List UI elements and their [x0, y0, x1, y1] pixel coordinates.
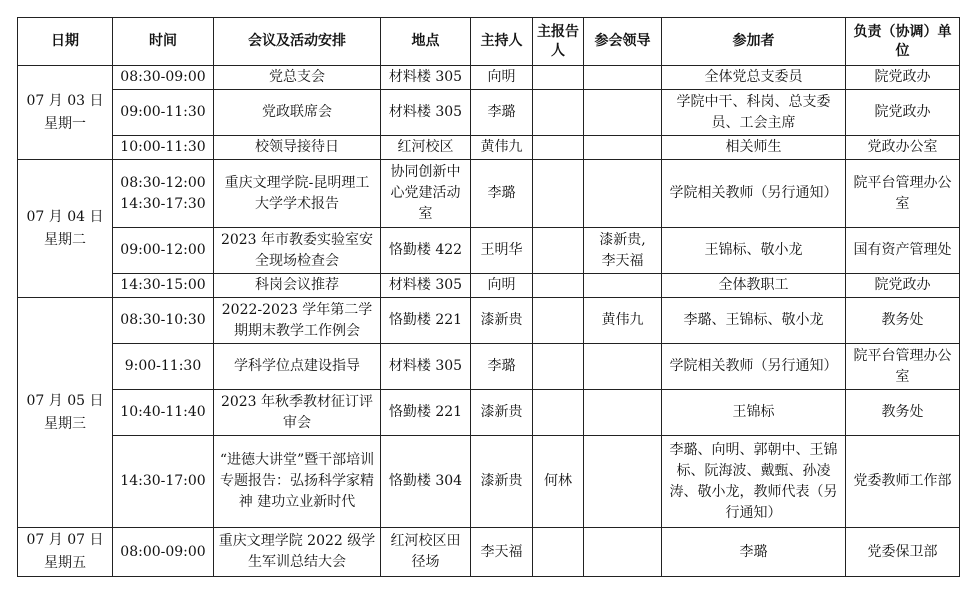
cell-reporter: [533, 90, 584, 136]
header-time: 时间: [113, 18, 214, 66]
header-leaders: 参会领导: [584, 18, 662, 66]
header-event: 会议及活动安排: [214, 18, 381, 66]
cell-place: 材料楼 305: [381, 90, 471, 136]
table-row: [18, 160, 960, 228]
cell-attendees: 学院中干、科岗、总支委员、工会主席: [662, 90, 846, 136]
cell-attendees: 王锦标: [662, 390, 846, 436]
cell-leaders: [584, 436, 662, 528]
cell-dept: 党委教师工作部: [846, 436, 960, 528]
cell-time: 08:30-10:30: [113, 298, 214, 344]
cell-reporter: [533, 160, 584, 228]
cell-host: 李璐: [471, 90, 533, 136]
cell-reporter: [533, 528, 584, 577]
header-row: [18, 18, 960, 66]
cell-leaders: [584, 344, 662, 390]
cell-dept: 院党政办: [846, 90, 960, 136]
cell-time: 08:00-09:00: [113, 528, 214, 577]
cell-event: “进德大讲堂”暨干部培训专题报告：弘扬科学家精神 建功立业新时代: [214, 436, 381, 528]
day-date: 07 月 07 日 星期五: [18, 528, 113, 577]
cell-dept: 院平台管理办公室: [846, 344, 960, 390]
cell-attendees: 李璐、向明、郭朝中、王锦标、阮海波、戴甄、孙凌涛、敬小龙，教师代表（另行通知）: [662, 436, 846, 528]
header-dept: 负责（协调）单位: [846, 18, 960, 66]
cell-attendees: 王锦标、敬小龙: [662, 228, 846, 274]
cell-leaders: [584, 160, 662, 228]
cell-attendees: 全体教职工: [662, 274, 846, 298]
cell-dept: 教务处: [846, 298, 960, 344]
cell-leaders: [584, 136, 662, 160]
cell-leaders: 黄伟九: [584, 298, 662, 344]
cell-host: 漆新贵: [471, 298, 533, 344]
cell-reporter: [533, 390, 584, 436]
cell-event: 2022-2023 学年第二学期期末教学工作例会: [214, 298, 381, 344]
cell-event: 党政联席会: [214, 90, 381, 136]
cell-host: 向明: [471, 66, 533, 90]
cell-time: 14:30-15:00: [113, 274, 214, 298]
cell-dept: 院党政办: [846, 274, 960, 298]
cell-leaders: [584, 90, 662, 136]
cell-place: 红河校区: [381, 136, 471, 160]
cell-event: 学科学位点建设指导: [214, 344, 381, 390]
cell-reporter: [533, 274, 584, 298]
cell-host: 向明: [471, 274, 533, 298]
cell-reporter: [533, 298, 584, 344]
schedule-container: [17, 17, 960, 577]
cell-dept: 教务处: [846, 390, 960, 436]
cell-host: 漆新贵: [471, 436, 533, 528]
cell-leaders: [584, 390, 662, 436]
table-row: [18, 228, 960, 274]
cell-dept: 党政办公室: [846, 136, 960, 160]
cell-event: 重庆文理学院-昆明理工大学学术报告: [214, 160, 381, 228]
table-row: [18, 298, 960, 344]
cell-reporter: [533, 228, 584, 274]
cell-attendees: 全体党总支委员: [662, 66, 846, 90]
cell-host: 李璐: [471, 344, 533, 390]
cell-event: 2023 年秋季教材征订评审会: [214, 390, 381, 436]
cell-dept: 院平台管理办公室: [846, 160, 960, 228]
cell-event: 党总支会: [214, 66, 381, 90]
cell-reporter: [533, 66, 584, 90]
header-attendees: 参加者: [662, 18, 846, 66]
cell-event: 重庆文理学院 2022 级学生军训总结大会: [214, 528, 381, 577]
day-date: 07 月 05 日 星期三: [18, 298, 113, 528]
cell-place: 材料楼 305: [381, 344, 471, 390]
day-date: 07 月 04 日 星期二: [18, 160, 113, 298]
cell-host: 李璐: [471, 160, 533, 228]
cell-time: 09:00-12:00: [113, 228, 214, 274]
cell-dept: 党委保卫部: [846, 528, 960, 577]
table-row: [18, 136, 960, 160]
cell-place: 恪勤楼 221: [381, 390, 471, 436]
cell-time: 08:30-12:00 14:30-17:30: [113, 160, 214, 228]
cell-attendees: 相关师生: [662, 136, 846, 160]
header-date: 日期: [18, 18, 113, 66]
header-place: 地点: [381, 18, 471, 66]
cell-attendees: 李璐: [662, 528, 846, 577]
schedule-table: [17, 17, 960, 577]
table-row: [18, 436, 960, 528]
cell-host: 李天福: [471, 528, 533, 577]
table-row: [18, 66, 960, 90]
cell-reporter: [533, 136, 584, 160]
cell-place: 材料楼 305: [381, 66, 471, 90]
cell-dept: 国有资产管理处: [846, 228, 960, 274]
cell-dept: 院党政办: [846, 66, 960, 90]
cell-event: 科岗会议推荐: [214, 274, 381, 298]
header-host: 主持人: [471, 18, 533, 66]
cell-time: 10:40-11:40: [113, 390, 214, 436]
cell-time: 08:30-09:00: [113, 66, 214, 90]
cell-host: 漆新贵: [471, 390, 533, 436]
cell-leaders: [584, 528, 662, 577]
cell-leaders: [584, 274, 662, 298]
cell-reporter: [533, 344, 584, 390]
cell-attendees: 学院相关教师（另行通知）: [662, 344, 846, 390]
table-row: [18, 90, 960, 136]
cell-attendees: 学院相关教师（另行通知）: [662, 160, 846, 228]
cell-time: 10:00-11:30: [113, 136, 214, 160]
cell-place: 红河校区田径场: [381, 528, 471, 577]
table-row: [18, 344, 960, 390]
cell-place: 恪勤楼 422: [381, 228, 471, 274]
day-date: 07 月 03 日 星期一: [18, 66, 113, 160]
cell-event: 2023 年市教委实验室安全现场检查会: [214, 228, 381, 274]
cell-time: 14:30-17:00: [113, 436, 214, 528]
cell-host: 王明华: [471, 228, 533, 274]
cell-reporter: 何林: [533, 436, 584, 528]
cell-host: 黄伟九: [471, 136, 533, 160]
cell-leaders: [584, 66, 662, 90]
cell-time: 9:00-11:30: [113, 344, 214, 390]
table-row: [18, 274, 960, 298]
cell-leaders: 漆新贵, 李天福: [584, 228, 662, 274]
table-row: [18, 390, 960, 436]
cell-place: 恪勤楼 221: [381, 298, 471, 344]
cell-place: 材料楼 305: [381, 274, 471, 298]
cell-event: 校领导接待日: [214, 136, 381, 160]
cell-place: 恪勤楼 304: [381, 436, 471, 528]
header-reporter: 主报告人: [533, 18, 584, 66]
cell-time: 09:00-11:30: [113, 90, 214, 136]
cell-attendees: 李璐、王锦标、敬小龙: [662, 298, 846, 344]
table-row: [18, 528, 960, 577]
cell-place: 协同创新中心党建活动室: [381, 160, 471, 228]
